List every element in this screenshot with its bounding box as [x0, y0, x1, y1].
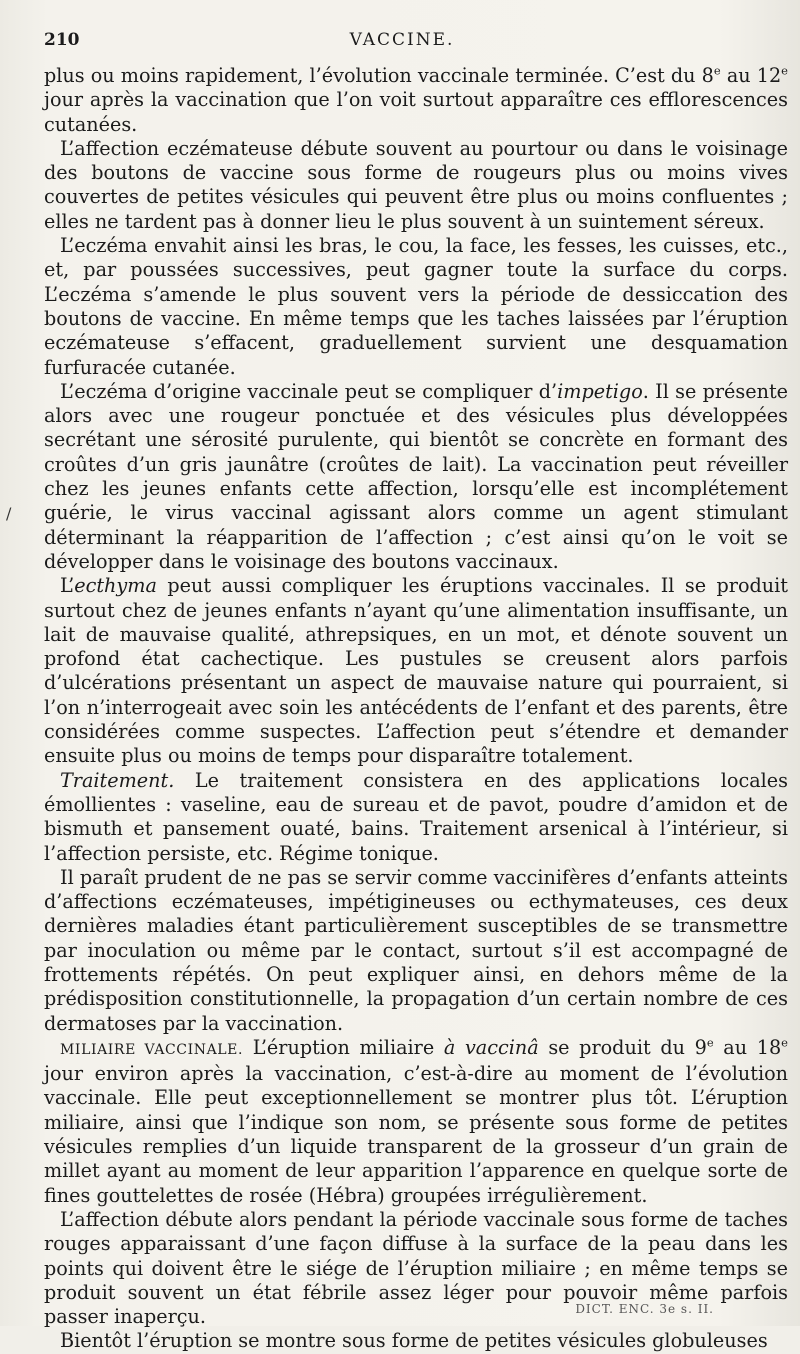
- italic-term: impetigo: [557, 379, 643, 403]
- section-heading-smallcaps: MILIAIRE VACCINALE.: [60, 1041, 244, 1058]
- paragraph: [44, 64, 788, 137]
- page-header: [44, 30, 760, 56]
- paragraph: [44, 380, 788, 574]
- italic-term: à vaccinâ: [443, 1035, 539, 1059]
- page-number: 210: [44, 30, 80, 50]
- body-text: [44, 64, 788, 1354]
- text: au 12: [720, 64, 782, 87]
- margin-mark: /: [6, 504, 12, 523]
- text: jour environ après la vaccination, c’est-à-dire au moment de l’évolution vaccinale. Elle peut exceptionnellement se montrer plus tôt. L’éruption miliaire, ainsi que l’indique son nom, se présente sous forme de petites vésicules remplies d’un liquide transparent de la grosseur d’un grain de millet ayant au moment de leur apparition l’apparence en quelque sorte de fines gouttelettes de rosée (Hébra) groupées irrégulièrement.: [44, 1062, 788, 1207]
- section-heading-italic: Traitement.: [60, 768, 175, 792]
- text: L’éruption miliaire: [243, 1035, 444, 1059]
- text: L’eczéma d’origine vaccinale peut se compliquer d’: [60, 379, 558, 403]
- superscript: e: [781, 1035, 788, 1050]
- text: L’: [60, 574, 75, 598]
- paragraph: L’affection débute alors pendant la période vaccinale sous forme de taches rouges apparaissant d’une façon diffuse à la surface de la peau dans les points qui doivent être le siége de l’éruption miliaire ; en même temps se produit souvent un état fébrile assez léger pour pouvoir même parfois passer inaperçu.: [44, 1207, 788, 1329]
- text: peut aussi compliquer les éruptions vaccinales. Il se produit surtout chez de jeunes enfants n’ayant qu’une alimentation insuffisante, un lait de mauvaise qualité, athrepsiques, en un mot, et dénote souvent un profond état cachectique. Les pustules se creusent alors parfois d’ulcérations présentant un aspect de mauvaise nature qui pourraient, si l’on n’interrogeait avec soin les antécédents de l’enfant et des parents, être considérées comme suspectes. L’affection peut s’étendre et demander ensuite plus ou moins de temps pour disparaître totalement.: [44, 574, 788, 768]
- paragraph: Il paraît prudent de ne pas se servir comme vaccinifères d’enfants atteints d’affections eczémateuses, impétigineuses ou ecthymateuses, ces deux dernières maladies étant particulièrement susceptibles de se transmettre par inoculation ou même par le contact, surtout s’il est accompagné de frottements répétés. On peut expliquer ainsi, en dehors même de la prédisposition constitutionnelle, la propagation d’un certain nombre de ces dermatoses par la vaccination.: [44, 865, 788, 1035]
- superscript: e: [713, 63, 721, 78]
- paragraph: Bientôt l’éruption se montre sous forme de petites vésicules globuleuses: [60, 1329, 768, 1353]
- paragraph: [44, 574, 788, 768]
- text: . Il se présente alors avec une rougeur ponctuée et des vésicules plus développées secrétant une sérosité purulente, qui bientôt se concrète en formant des croûtes d’un gris jaunâtre (croûtes de lait). La vaccination peut réveiller chez les jeunes enfants cette affection, lorsqu’elle est incomplétement guérie, le virus vaccinal agissant alors comme un agent stimulant déterminant la réapparition de l’affection ; c’est ainsi qu’on le voit se développer dans le voisinage des boutons vaccinaux.: [44, 379, 789, 573]
- text: au 18: [713, 1035, 782, 1059]
- running-title: VACCINE.: [349, 30, 455, 50]
- paragraph: L’eczéma envahit ainsi les bras, le cou, la face, les fesses, les cuisses, etc., et, par poussées successives, peut gagner toute la surface du corps. L’eczéma s’amende le plus souvent vers la période de dessiccation des boutons de vaccine. En même temps que les taches laissées par l’éruption eczémateuse s’effacent, graduellement survient une desquamation furfuracée cutanée.: [44, 234, 788, 379]
- superscript: e: [781, 63, 788, 78]
- text: plus ou moins rapidement, l’évolution vaccinale terminée. C’est du 8: [44, 64, 714, 87]
- text: Le traitement consistera en des applications locales émollientes : vaseline, eau de sureau et de pavot, poudre d’amidon et de bismuth et pansement ouaté, bains. Traitement arsenical à l’intérieur, si l’affection persiste, etc. Régime tonique.: [44, 768, 788, 865]
- paragraph: [44, 769, 788, 866]
- footer-signature: DICT. ENC. 3e s. II.: [575, 1302, 714, 1316]
- italic-term: ecthyma: [74, 574, 157, 598]
- superscript: e: [706, 1035, 714, 1050]
- text: se produit du 9: [538, 1035, 707, 1059]
- paragraph: [44, 1036, 788, 1208]
- paragraph: L’affection eczémateuse débute souvent au pourtour ou dans le voisinage des boutons de vaccine sous forme de rougeurs plus ou moins vives couvertes de petites vésicules qui peuvent être plus ou moins confluentes ; elles ne tardent pas à donner lieu le plus souvent à un suintement séreux.: [44, 136, 788, 233]
- text: jour après la vaccination que l’on voit surtout apparaître ces efflorescences cutanées.: [44, 88, 788, 136]
